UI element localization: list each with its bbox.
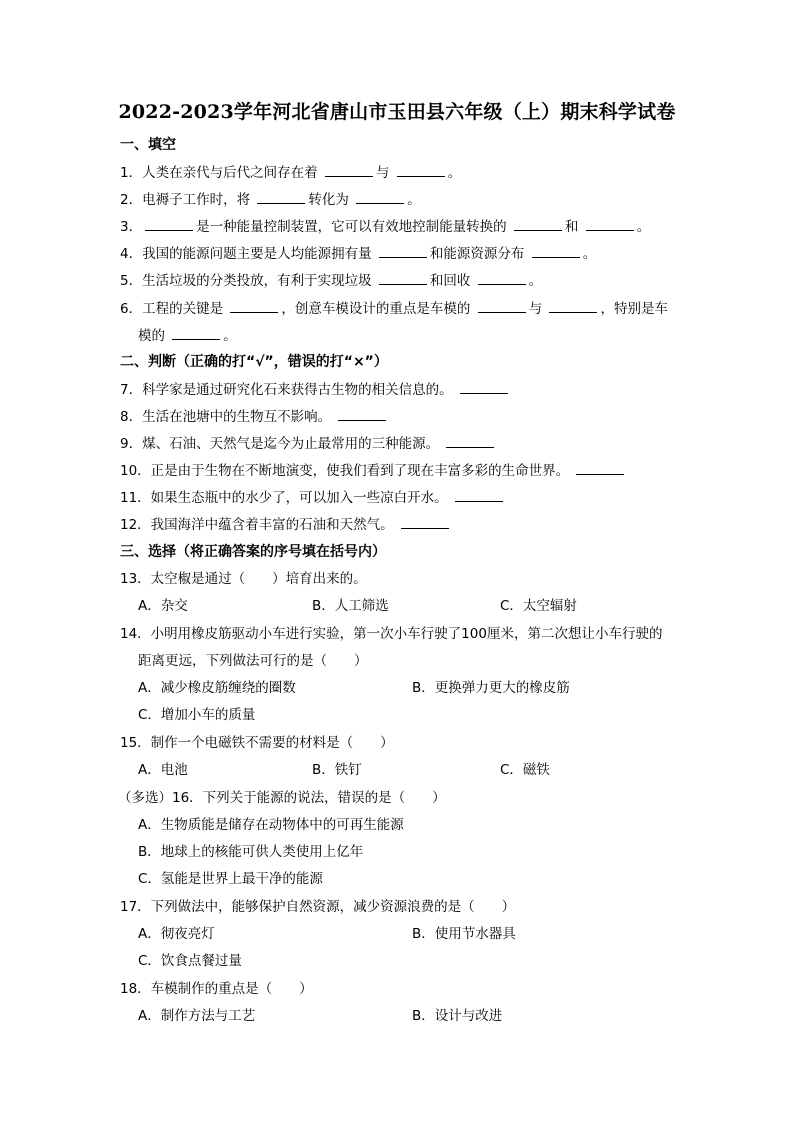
question-13: 13．太空椒是通过（ ）培育出来的。 <box>120 571 367 587</box>
question-6: 6．工程的关键是 ，创意车模设计的重点是车模的 与 ，特别是车 <box>120 298 668 319</box>
page-title: 2022-2023学年河北省唐山市玉田县六年级（上）期末科学试卷 <box>118 101 676 123</box>
option-b[interactable]: B．更换弹力更大的橡皮筋 <box>412 680 570 696</box>
question-17: 17．下列做法中，能够保护自然资源，减少资源浪费的是（ ） <box>120 899 516 915</box>
option-c[interactable]: C．磁铁 <box>500 762 550 778</box>
option-c[interactable]: C．饮食点餐过量 <box>138 953 242 969</box>
question-14: 14．小明用橡皮筋驱动小车进行实验，第一次小车行驶了100厘米，第二次想让小车行驶的 <box>120 626 663 642</box>
option-c[interactable]: C．氢能是世界上最干净的能源 <box>138 871 323 887</box>
answer-blank[interactable] <box>379 270 427 285</box>
question-16: （多选）16．下列关于能源的说法，错误的是（ ） <box>118 790 446 806</box>
answer-blank[interactable] <box>478 270 526 285</box>
answer-blank[interactable] <box>338 406 386 421</box>
option-b[interactable]: B．铁钉 <box>312 762 362 778</box>
answer-blank[interactable] <box>172 325 220 340</box>
answer-blank[interactable] <box>356 189 404 204</box>
answer-blank[interactable] <box>257 189 305 204</box>
question-5: 5．生活垃圾的分类投放，有利于实现垃圾 和回收 。 <box>120 270 542 291</box>
question-2: 2．电褥子工作时，将 转化为 。 <box>120 189 421 210</box>
question-15: 15．制作一个电磁铁不需要的材料是（ ） <box>120 735 394 751</box>
option-a[interactable]: A．电池 <box>138 762 188 778</box>
option-b[interactable]: B．使用节水器具 <box>412 926 516 942</box>
section-fill-blank: 一、填空 <box>120 137 176 153</box>
answer-blank[interactable] <box>514 216 562 231</box>
answer-blank[interactable] <box>576 460 624 475</box>
option-a[interactable]: A．制作方法与工艺 <box>138 1008 256 1024</box>
section-true-false: 二、判断（正确的打“√”，错误的打“×”） <box>120 354 388 370</box>
answer-blank[interactable] <box>230 298 278 313</box>
answer-blank[interactable] <box>478 298 526 313</box>
option-b[interactable]: B．地球上的核能可供人类使用上亿年 <box>138 844 364 860</box>
answer-blank[interactable] <box>532 243 580 258</box>
answer-blank[interactable] <box>397 162 445 177</box>
question-3: 3． 是一种能量控制装置，它可以有效地控制能量转换的 和 。 <box>120 216 650 237</box>
answer-blank[interactable] <box>325 162 373 177</box>
answer-blank[interactable] <box>455 487 503 502</box>
question-1: 1．人类在亲代与后代之间存在着 与 。 <box>120 162 461 183</box>
answer-blank[interactable] <box>379 243 427 258</box>
answer-blank[interactable] <box>586 216 634 231</box>
option-a[interactable]: A．生物质能是储存在动物体中的可再生能源 <box>138 817 404 833</box>
question-4: 4．我国的能源问题主要是人均能源拥有量 和能源资源分布 。 <box>120 243 596 264</box>
option-b[interactable]: B．设计与改进 <box>412 1008 503 1024</box>
question-18: 18．车模制作的重点是（ ） <box>120 981 313 997</box>
answer-blank[interactable] <box>446 433 494 448</box>
option-a[interactable]: A．减少橡皮筋缠绕的圈数 <box>138 680 296 696</box>
question-14-continued: 距离更远，下列做法可行的是（ ） <box>138 653 368 669</box>
question-7: 7．科学家是通过研究化石来获得古生物的相关信息的。 <box>120 379 511 400</box>
question-11: 11．如果生态瓶中的水少了，可以加入一些凉白开水。 <box>120 487 506 508</box>
option-a[interactable]: A．杂交 <box>138 598 188 614</box>
answer-blank[interactable] <box>549 298 597 313</box>
answer-blank[interactable] <box>460 379 508 394</box>
option-a[interactable]: A．彻夜亮灯 <box>138 926 215 942</box>
answer-blank[interactable] <box>401 514 449 529</box>
question-12: 12．我国海洋中蕴含着丰富的石油和天然气。 <box>120 514 452 535</box>
question-10: 10．正是由于生物在不断地演变，使我们看到了现在丰富多彩的生命世界。 <box>120 460 627 481</box>
option-c[interactable]: C．增加小车的质量 <box>138 707 256 723</box>
option-b[interactable]: B．人工筛选 <box>312 598 389 614</box>
answer-blank[interactable] <box>145 216 193 231</box>
option-c[interactable]: C．太空辐射 <box>500 598 577 614</box>
question-9: 9．煤、石油、天然气是迄今为止最常用的三种能源。 <box>120 433 497 454</box>
section-multiple-choice: 三、选择（将正确答案的序号填在括号内） <box>120 544 386 560</box>
question-8: 8．生活在池塘中的生物互不影响。 <box>120 406 389 427</box>
question-6-continued: 模的 。 <box>138 325 237 346</box>
